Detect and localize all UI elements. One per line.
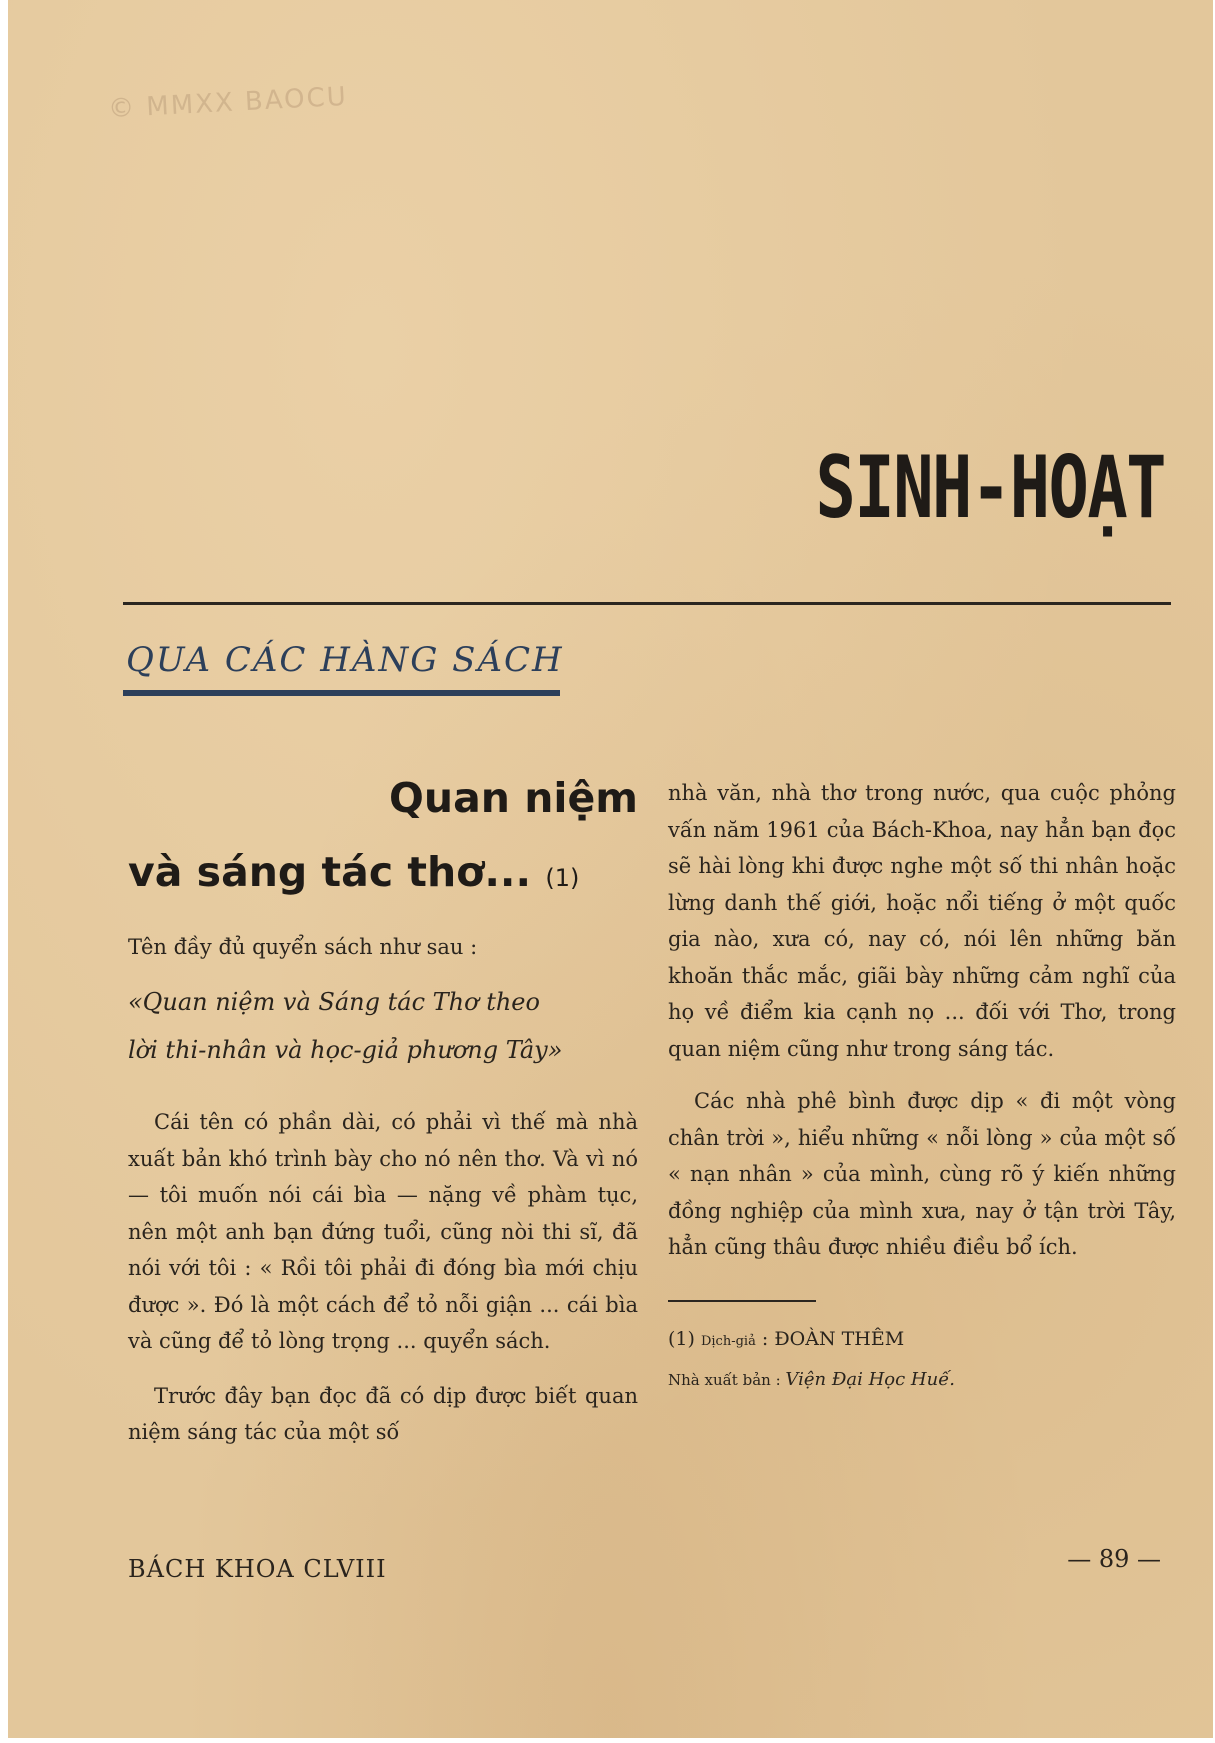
translator-name: ĐOÀN THÊM bbox=[774, 1327, 905, 1350]
full-name-intro: Tên đầy đủ quyển sách như sau : bbox=[128, 935, 478, 959]
title-footnote-mark: (1) bbox=[545, 864, 580, 892]
article-title-line1: Quan niệm bbox=[389, 774, 638, 822]
column-heading: QUA CÁC HÀNG SÁCH bbox=[126, 640, 564, 680]
footnote-divider bbox=[668, 1300, 816, 1302]
left-column bbox=[128, 770, 638, 1451]
translator-separator: : bbox=[761, 1327, 769, 1350]
book-full-title bbox=[128, 978, 638, 1074]
footer-magazine: BÁCH KHOA CLVIII bbox=[128, 1555, 387, 1583]
article-title-line2 bbox=[128, 844, 638, 906]
publisher-label: Nhà xuất bản : bbox=[668, 1370, 781, 1389]
article-paragraph-2-start: Trước đây bạn đọc đã có dịp được biết quan niệm sáng tác của một số bbox=[128, 1383, 638, 1444]
magazine-page bbox=[8, 0, 1213, 1738]
library-stamp: © MMXX BAOCU bbox=[107, 81, 349, 125]
footnote-publisher bbox=[668, 1365, 1176, 1395]
article-paragraph-2-end: nhà văn, nhà thơ trong nước, qua cuộc phỏng vấn năm 1961 của Bách-Khoa, nay hẳn bạn đọc sẽ hài lòng khi được nghe một số thi nhân hoặc lừng danh thế giới, hoặc nổi tiếng ở một quốc gia nào, xưa có, nay có, nói lên những băn khoăn thắc mắc, giãi bày những cảm nghĩ của họ về điểm kia cạnh nọ ... đối với Thơ, trong quan niệm cũng như trong sáng tác. bbox=[668, 781, 1176, 1061]
article-title-text: và sáng tác thơ... bbox=[128, 848, 532, 896]
book-full-title-line2: lời thi-nhân và học-giả phương Tây» bbox=[128, 1036, 563, 1064]
header-divider bbox=[123, 602, 1171, 605]
footnote-translator bbox=[668, 1324, 1176, 1357]
section-title: SINH-HOẠT bbox=[815, 438, 1165, 538]
translator-label: Dịch-giả bbox=[700, 1333, 756, 1349]
page-number: — 89 — bbox=[1067, 1545, 1161, 1573]
publisher-name: Viện Đại Học Huế. bbox=[785, 1368, 955, 1390]
column-heading-underline bbox=[123, 690, 560, 696]
right-column bbox=[668, 775, 1176, 1395]
footnote-mark: (1) bbox=[668, 1327, 695, 1350]
article-paragraph-1: Cái tên có phần dài, có phải vì thế mà nhà xuất bản khó trình bày cho nó nên thơ. Và vì nó — tôi muốn nói cái bìa — nặng về phàm tục, nên một anh bạn đứng tuổi, cũng nòi thi sĩ, đã nói với tôi : « Rồi tôi phải đi đóng bìa mới chịu được ». Đó là một cách để tỏ nỗi giận ... cái bìa và cũng để tỏ lòng trọng ... quyển sách. bbox=[128, 1110, 638, 1353]
book-full-title-line1: «Quan niệm và Sáng tác Thơ theo bbox=[128, 988, 540, 1016]
article-paragraph-3: Các nhà phê bình được dịp « đi một vòng chân trời », hiểu những « nỗi lòng » của một số « nạn nhân » của mình, cùng rõ ý kiến những đồng nghiệp của mình xưa, nay ở tận trời Tây, hẳn cũng thâu được nhiều điều bổ ích. bbox=[668, 1089, 1176, 1259]
